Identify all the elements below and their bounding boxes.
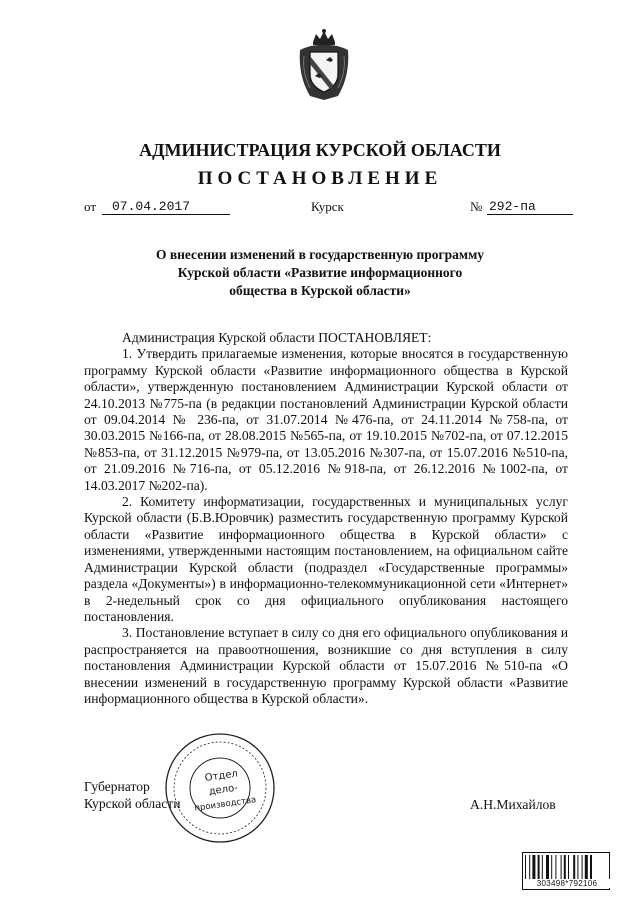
- barcode-bar: [582, 855, 583, 879]
- stamp-line: производства: [193, 795, 257, 814]
- organization-title: АДМИНИСТРАЦИЯ КУРСКОЙ ОБЛАСТИ: [139, 140, 501, 160]
- barcode-bar: [532, 855, 535, 879]
- number-prefix: №: [470, 199, 483, 214]
- document-date: 07.04.2017: [102, 199, 230, 215]
- document-body: [84, 330, 568, 707]
- barcode-bar: [573, 855, 575, 879]
- barcode-bar: [577, 855, 578, 879]
- subject-line: общества в Курской области»: [229, 283, 411, 298]
- barcode-number: 303498*792106: [524, 879, 610, 888]
- document-meta-row: [84, 199, 574, 221]
- date-prefix: от: [84, 199, 97, 214]
- barcode-bar: [568, 855, 569, 879]
- body-item-2: 2. Комитету информатизации, государственных и муниципальных услуг Курской области (Б.В.Юровчик) разместить государственную программу Курской области «Развитие информационного общества в Курской области» с изменениями, утвержденными настоящим постановлением, на официальном сайте Администрации Курской области (подраздел «Государственные программы» раздела «Документы») в информационно-телекоммуникационной сети «Интернет» в 2-недельный срок со дня официального опубликования настоящего постановления.: [84, 494, 568, 624]
- stamp-line: Отдел: [204, 768, 239, 784]
- coat-of-arms-emblem: [296, 28, 352, 100]
- barcode-bar: [542, 855, 543, 879]
- barcode-bar: [564, 855, 566, 879]
- signatory-name: А.Н.Михайлов: [470, 797, 556, 812]
- barcode-bar: [538, 855, 540, 879]
- document-number: 292-па: [487, 199, 573, 215]
- body-item-1: 1. Утвердить прилагаемые изменения, которые вносятся в государственную программу Курской области «Развитие информационного общества в Курской области», утвержденную постановлением Администрации Курской области от 24.10.2013 №775-па (в редакции постановлений Администрации Курской области от 09.04.2014 № 236-па, от 31.07.2014 №476-па, от 24.11.2014 №758-па, от 30.03.2015 №166-па, от 28.08.2015 №565-па, от 19.10.2015 №702-па, от 07.12.2015 №853-па, от 31.12.2015 №979-па, от 13.05.2016 №307-па, от 15.07.2016 №510-па, от 21.09.2016 №716-па, от 05.12.2016 №918-па, от 26.12.2016 №1002-па, от 14.03.2017 №202-па).: [84, 346, 568, 493]
- stamp-line: дело-: [208, 782, 239, 798]
- subject-line: О внесении изменений в государственную программу: [155, 247, 485, 262]
- stamp-text-block: [154, 722, 285, 853]
- barcode-bar: [561, 855, 562, 879]
- barcode-bar: [585, 855, 588, 879]
- barcode-bar: [546, 855, 549, 879]
- subject-line: Курской области «Развитие информационного: [177, 265, 463, 280]
- barcode-bar: [529, 855, 530, 879]
- body-intro: Администрация Курской области ПОСТАНОВЛЯЕТ:: [122, 330, 432, 345]
- barcode-bar: [551, 855, 552, 879]
- office-stamp: [162, 730, 278, 846]
- document-type: ПОСТАНОВЛЕНИЕ: [197, 168, 443, 189]
- barcode-bar: [590, 855, 592, 879]
- body-item-3: 3. Постановление вступает в силу со дня его официального опубликования и распространяется на правоотношения, возникшие со дня вступления в силу постановления Администрации Курской области от 15.07.2016 №510-па «О внесении изменений в государственную программу Курской области «Развитие информационного общества в Курской области».: [84, 625, 568, 706]
- document-subject: [0, 246, 640, 300]
- signatory-title-line: Губернатор: [84, 779, 150, 794]
- document-city: Курск: [311, 199, 344, 214]
- signatory-title-line: Курской области: [84, 796, 181, 811]
- barcode-bar: [555, 855, 556, 879]
- barcode-bar: [525, 855, 526, 879]
